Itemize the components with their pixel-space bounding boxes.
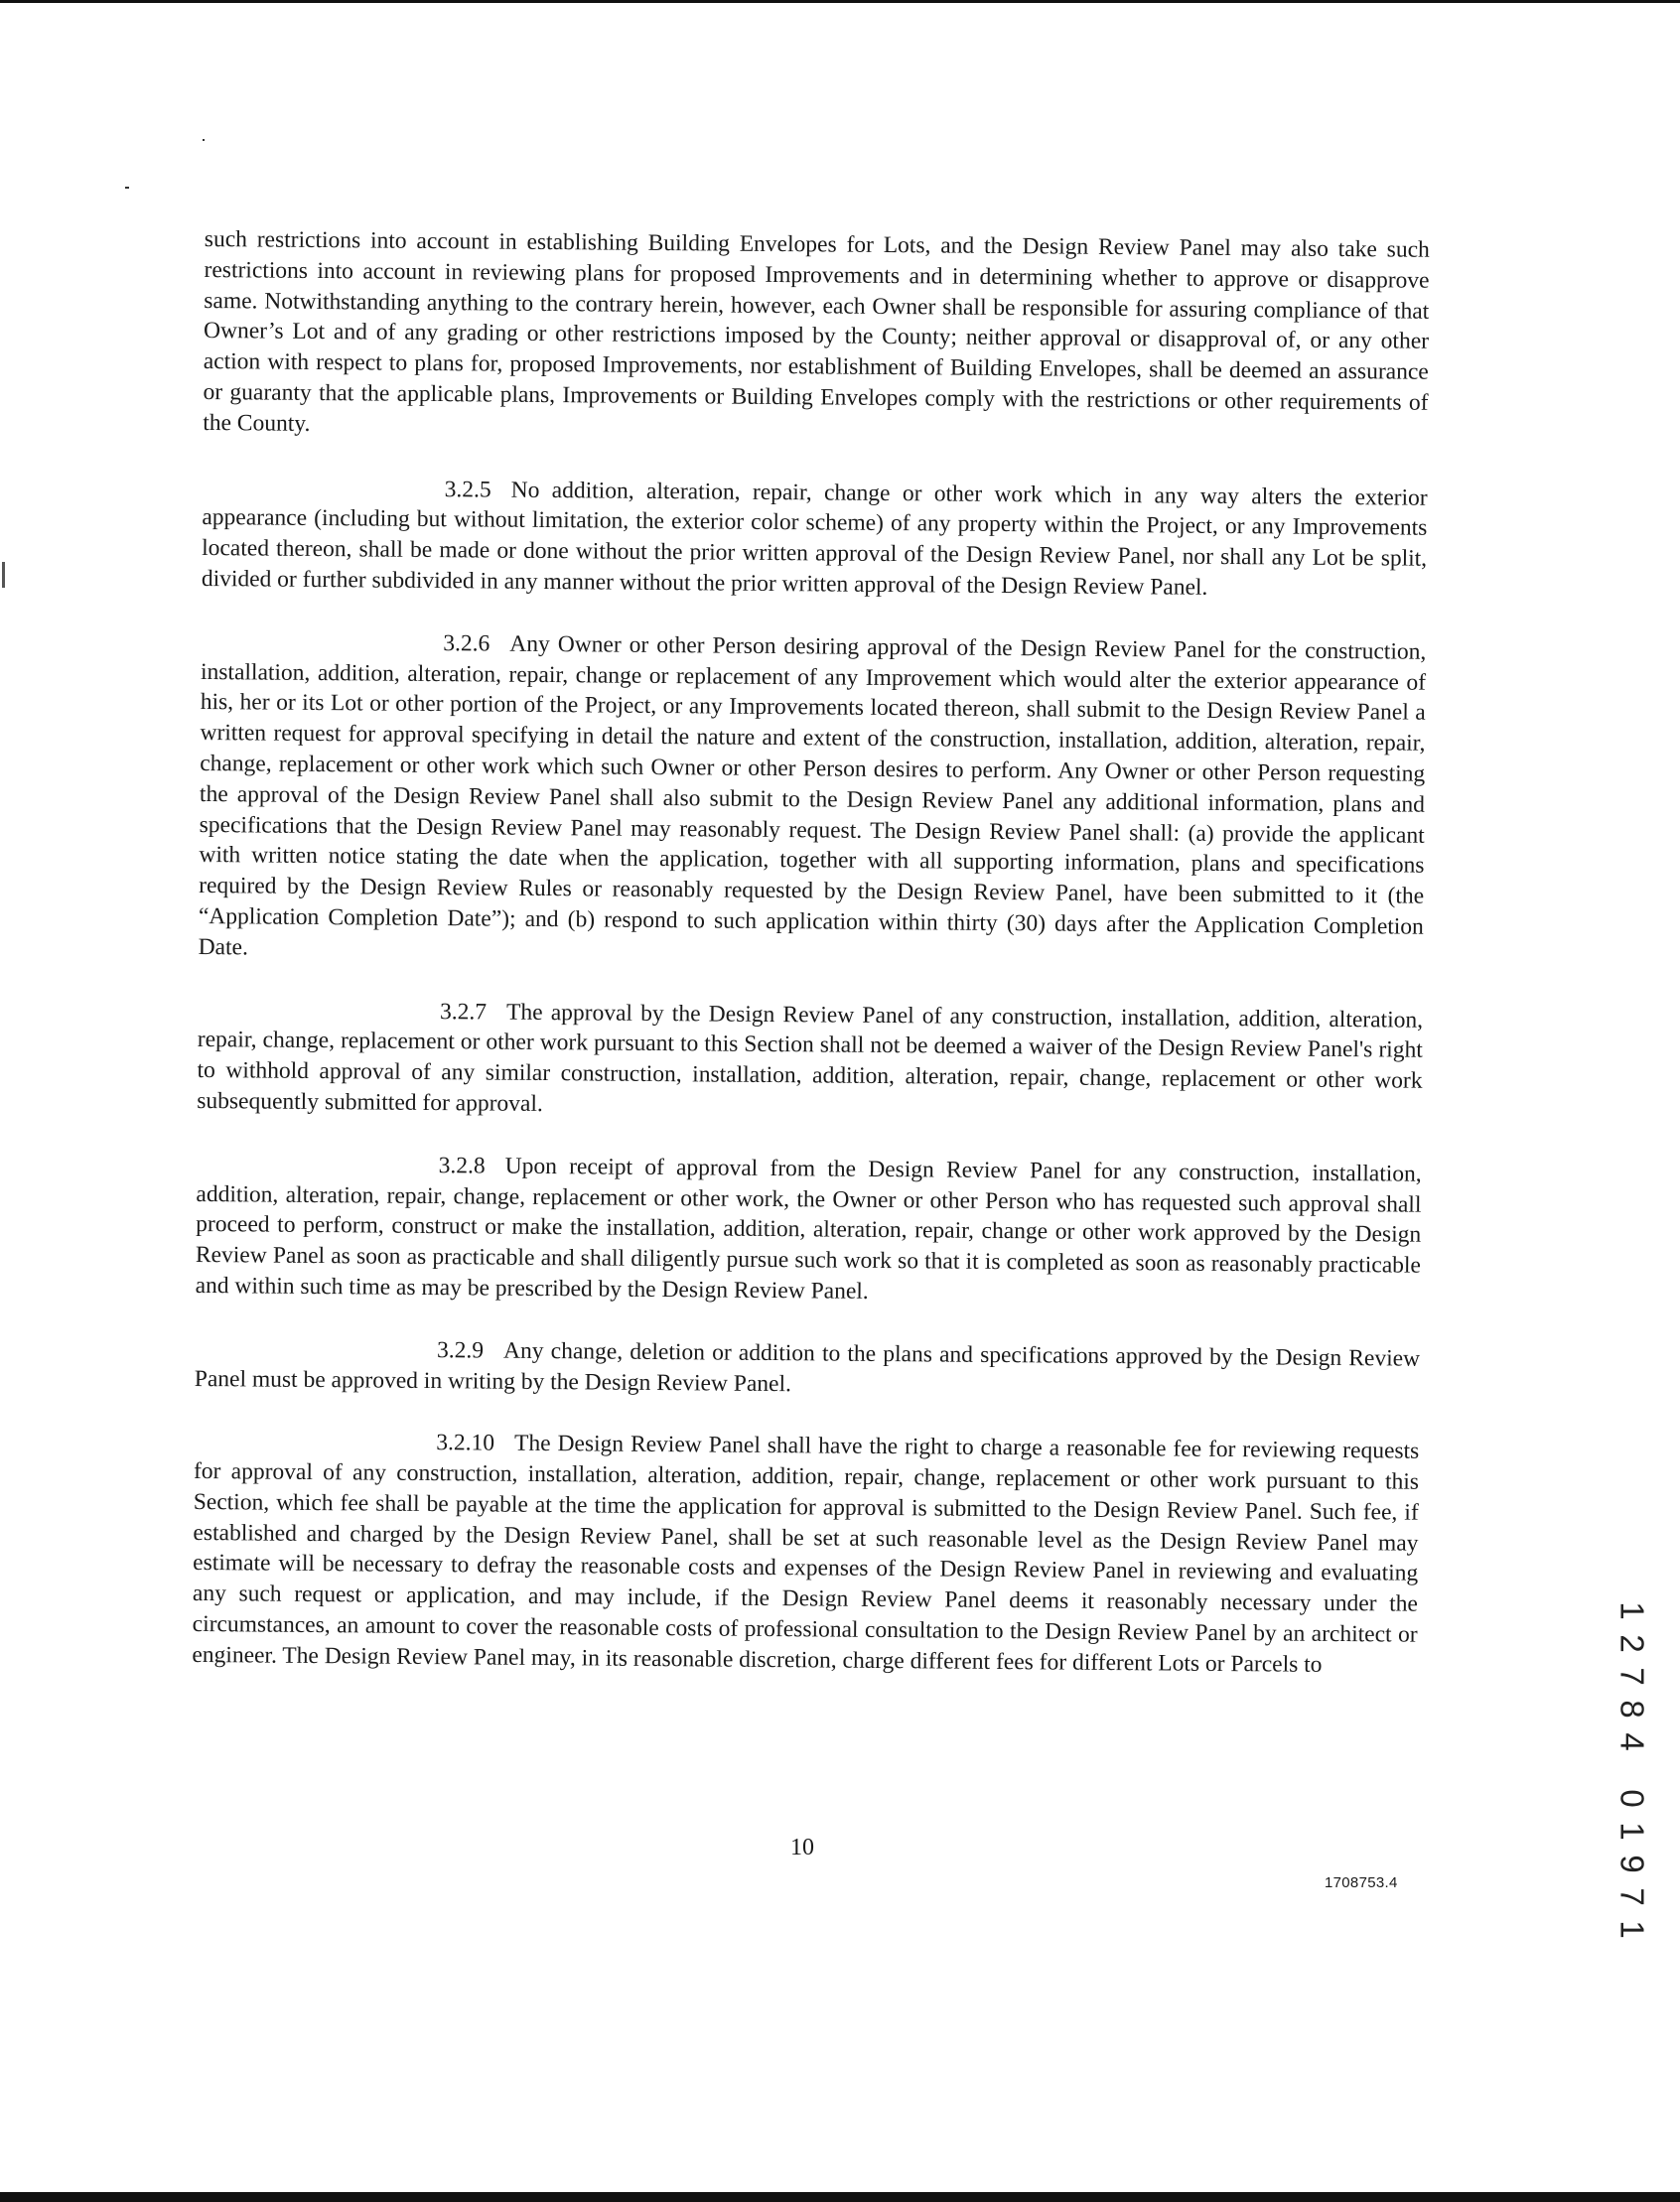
- section-3-2-9: [195, 1333, 1420, 1405]
- stamp-digit: 1: [1613, 1601, 1651, 1620]
- stamp-digit: 9: [1613, 1855, 1651, 1873]
- paragraph-text: Any change, deletion or addition to the plans and specifications approved by the Design Review Panel must be approved in writing by the Design Review Panel.: [194, 1337, 1421, 1397]
- scan-speck: [125, 187, 129, 189]
- margin-recording-stamp: [1612, 1594, 1652, 1946]
- paragraph-text: such restrictions into account in establishing Building Envelopes for Lots, and the Design Review Panel may also take such restrictions into account in reviewing plans for proposed Improvements and in determining whether to approve or disapprove same. Notwithstanding anything to the contrary herein, however, each Owner shall be responsible for assuring compliance of that Owner’s Lot and of any grading or other restrictions imposed by the County; neither approval or disapproval of, or any other action with respect to plans for, proposed Improvements, nor establishment of Building Envelopes, shall be deemed an assurance or guaranty that the applicable plans, Improvements or Building Envelopes comply with the restrictions or other requirements of the County.: [203, 225, 1430, 437]
- paragraph-text: Any Owner or other Person desiring approval of the Design Review Panel for the construction, installation, addition, alteration, repair, change or replacement of any Improvement which would alter the exterior appearance of his, her or its Lot or other portion of the Project, or any Improvements located thereon, shall submit to the Design Review Panel a written request for approval specifying in detail the nature and extent of the construction, installation, addition, alteration, repair, change, replacement or other work which such Owner or other Person desires to perform. Any Owner or other Person requesting the approval of the Design Review Panel shall also submit to the Design Review Panel any additional information, plans and specifications that the Design Review Panel may reasonably request. The Design Review Panel shall: (a) provide the applicant with written notice stating the date when the application, together with all supporting information, plans and specifications required by the Design Review Rules or reasonably requested by the Design Review Panel, have been submitted to it (the “Application Completion Date”); and (b) respond to such application within thirty (30) days after the Application Completion Date.: [198, 630, 1427, 961]
- stamp-digit: 1: [1613, 1920, 1651, 1939]
- scan-top-edge: [0, 0, 1680, 3]
- section-number: 3.2.9: [437, 1336, 485, 1364]
- section-number: 3.2.6: [443, 629, 490, 657]
- stamp-digit: 8: [1613, 1700, 1651, 1719]
- stamp-digit: 7: [1613, 1667, 1651, 1686]
- paragraph-text: No addition, alteration, repair, change or other work which in any way alters the exterior appearance (including but without limitation, the exterior color scheme) of any property within the Project, or any Improvements located thereon, shall be made or done without the prior written approval of the Design Review Panel, nor shall any Lot be split, divided or further subdivided in any manner without the prior written approval of the Design Review Panel.: [201, 477, 1428, 601]
- stamp-digit: 4: [1613, 1732, 1651, 1751]
- scan-speck: [2, 562, 5, 588]
- section-3-2-6: [199, 626, 1427, 974]
- stamp-digit: 2: [1613, 1634, 1651, 1653]
- section-number: 3.2.10: [436, 1430, 495, 1456]
- section-number: 3.2.7: [439, 998, 488, 1026]
- stamp-digit: 7: [1613, 1887, 1651, 1906]
- section-number: 3.2.5: [444, 476, 491, 503]
- page-number: 10: [790, 1835, 814, 1860]
- paragraph-text: The approval by the Design Review Panel of any construction, installation, addition, alteration, repair, change, replacement or other work pursuant to this Section shall not be deemed a waiver of the Design Review Panel's right to withhold approval of any similar construction, installation, addition, alteration, repair, change, replacement or other work subsequently submitted for approval.: [197, 999, 1424, 1117]
- stamp-digit: 0: [1613, 1789, 1651, 1808]
- paragraph-continued: [203, 224, 1430, 449]
- scan-bottom-edge: [0, 2192, 1680, 2202]
- stamp-digit: 1: [1613, 1822, 1651, 1841]
- document-id: 1708753.4: [1325, 1874, 1398, 1891]
- section-3-2-10: [192, 1426, 1419, 1681]
- section-3-2-7: [197, 995, 1423, 1128]
- paragraph-text: The Design Review Panel shall have the right to charge a reasonable fee for reviewing requests for approval of any construction, installation, alteration, addition, repair, change, replacement or other work pursuant to this Section, which fee shall be payable at the time the application for approval is submitted to the Design Review Panel. Such fee, if established and charged by the Design Review Panel, shall be set at such reasonable level as the Design Review Panel may estimate will be necessary to defray the reasonable costs and expenses of the Design Review Panel in reviewing and evaluating any such request or application, and may include, if the Design Review Panel deems it reasonably necessary under the circumstances, an amount to cover the reasonable costs of professional consultation to the Design Review Panel by an architect or engineer. The Design Review Panel may, in its reasonable discretion, charge different fees for different Lots or Parcels to: [192, 1431, 1420, 1678]
- section-number: 3.2.8: [438, 1152, 486, 1179]
- scan-speck: [203, 139, 205, 141]
- section-3-2-8: [196, 1149, 1422, 1312]
- paragraph-text: Upon receipt of approval from the Design Review Panel for any construction, installation, addition, alteration, repair, change, replacement or other work, the Owner or other Person who has requested such approval shall proceed to perform, construct or make the installation, addition, alteration, repair, change or other work approved by the Design Review Panel as soon as practicable and shall diligently pursue such work so that it is completed as soon as reasonably practicable and within such time as may be prescribed by the Design Review Panel.: [195, 1153, 1422, 1305]
- document-body: [192, 224, 1430, 1713]
- section-3-2-5: [202, 473, 1428, 606]
